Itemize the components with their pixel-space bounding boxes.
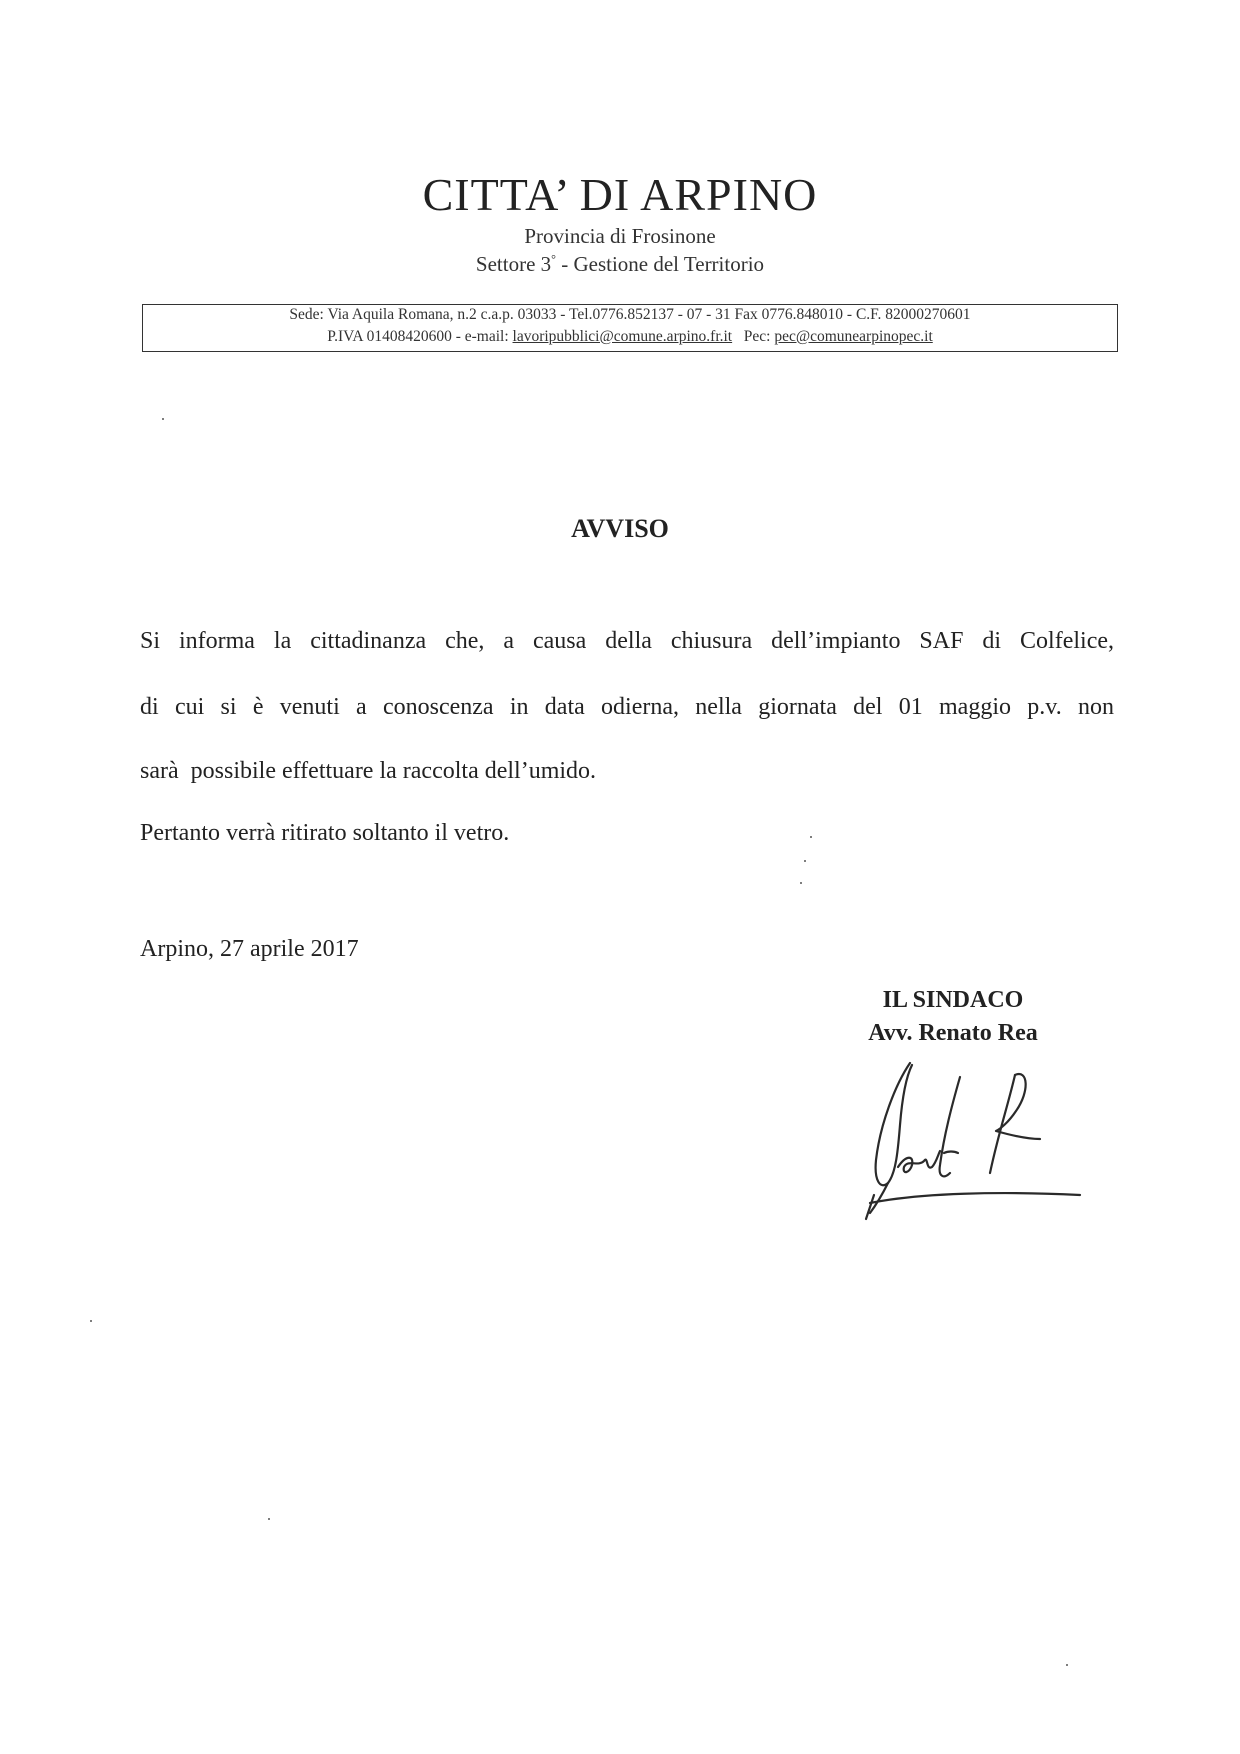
notice-line-1: Si informa la cittadinanza che, a causa della chiusura dell’impianto SAF di Colfelice,: [140, 628, 1114, 654]
place-date: Arpino, 27 aprile 2017: [140, 936, 359, 962]
contact-line: [142, 328, 1118, 346]
handwritten-signature: [840, 1055, 1110, 1230]
scan-speck: [90, 1320, 92, 1322]
notice-line-2: di cui si è venuti a conoscenza in data odierna, nella giornata del 01 maggio p.v. non: [140, 694, 1114, 720]
vat-text: P.IVA 01408420600 - e-mail:: [327, 328, 513, 345]
scan-speck: [810, 836, 812, 838]
sector-degree: °: [551, 252, 556, 266]
sector-suffix: - Gestione del Territorio: [555, 252, 765, 276]
pec-link[interactable]: pec@comunearpinopec.it: [774, 328, 933, 345]
pec-label: Pec:: [732, 328, 775, 345]
city-title: CITTA’ DI ARPINO: [422, 169, 818, 220]
notice-title: AVVISO: [571, 514, 669, 543]
notice-line-3: sarà possibile effettuare la raccolta dell’umido.: [140, 758, 597, 784]
sector-subtitle: [0, 252, 1240, 277]
email-link[interactable]: lavoripubblici@comune.arpino.fr.it: [512, 328, 733, 345]
notice-line-4: Pertanto verrà ritirato soltanto il vetro.: [140, 820, 510, 846]
province-subtitle: Provincia di Frosinone: [524, 224, 716, 248]
sector-prefix: Settore 3: [475, 252, 552, 276]
signer-name: Avv. Renato Rea: [868, 1020, 1038, 1046]
scan-speck: [804, 860, 806, 862]
scan-speck: [162, 418, 164, 420]
address-line: Sede: Via Aquila Romana, n.2 c.a.p. 03033 - Tel.0776.852137 - 07 - 31 Fax 0776.848010 - C.F. 82000270601: [289, 306, 971, 323]
scan-speck: [1066, 1664, 1068, 1666]
signer-role: IL SINDACO: [882, 987, 1024, 1013]
scan-speck: [800, 882, 802, 884]
scan-speck: [268, 1518, 270, 1520]
